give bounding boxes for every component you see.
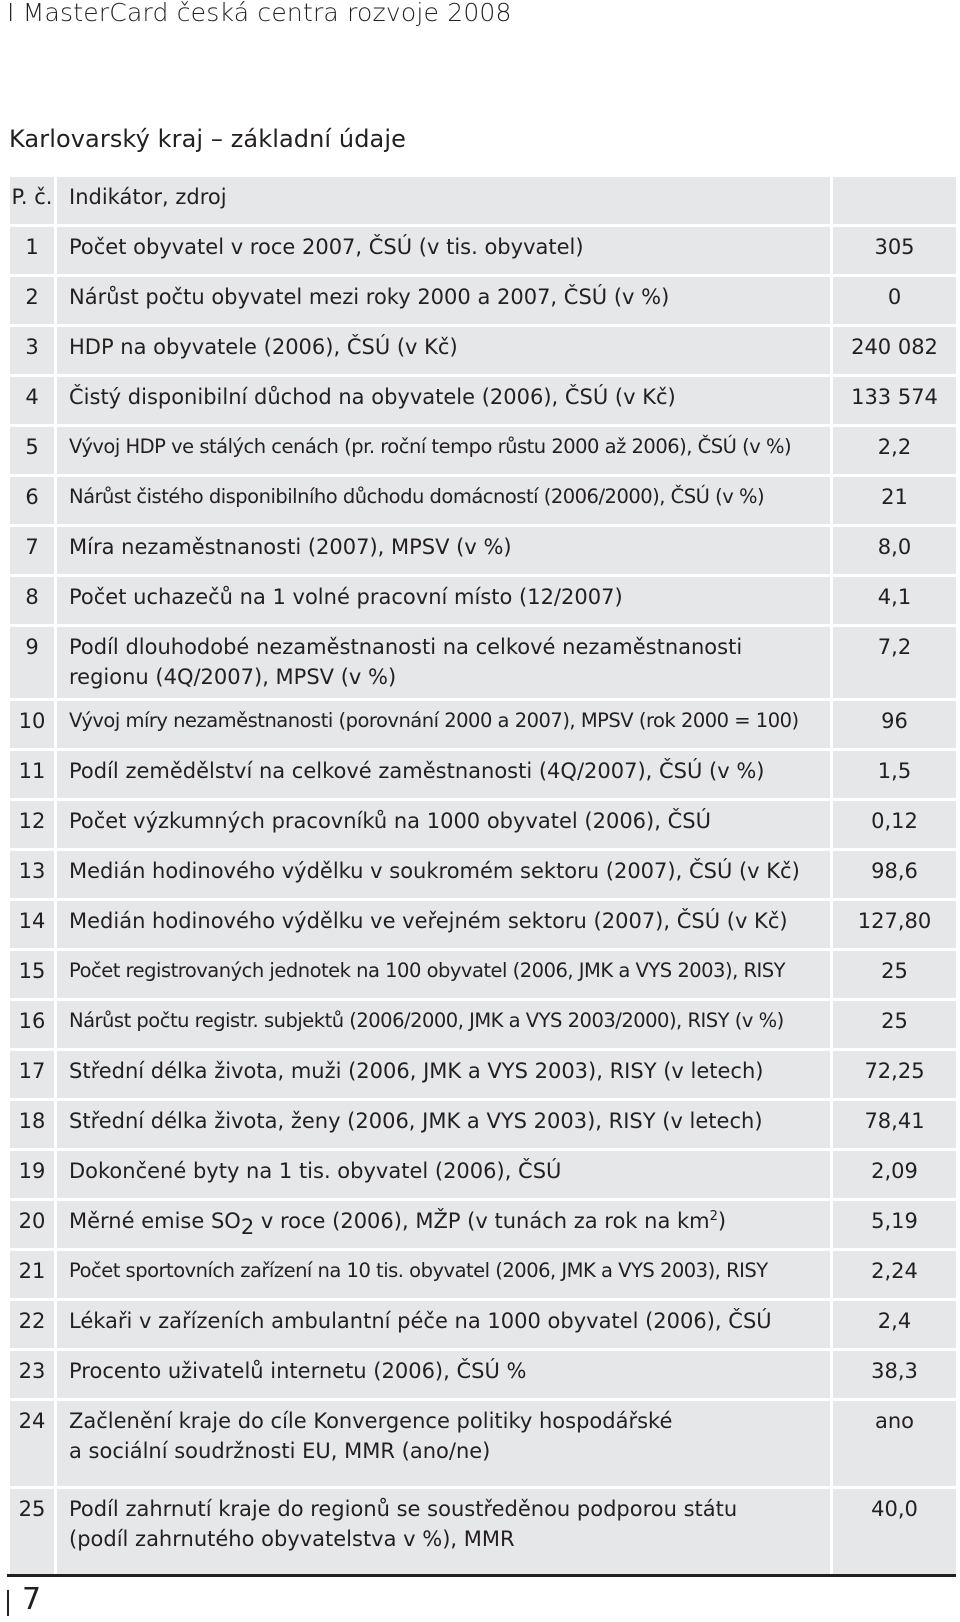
header-number: P. č. xyxy=(9,176,56,226)
row-value: 8,0 xyxy=(832,526,958,576)
row-value: 78,41 xyxy=(832,1100,958,1150)
table-row xyxy=(9,626,958,700)
row-indicator: Počet obyvatel v roce 2007, ČSÚ (v tis. obyvatel) xyxy=(56,226,832,276)
table-row xyxy=(9,426,958,476)
table-row xyxy=(9,526,958,576)
row-indicator: Nárůst čistého disponibilního důchodu domácností (2006/2000), ČSÚ (v %) xyxy=(56,476,832,526)
row-indicator: Medián hodinového výdělku ve veřejném sektoru (2007), ČSÚ (v Kč) xyxy=(56,900,832,950)
table-row xyxy=(9,326,958,376)
row-indicator: Nárůst počtu obyvatel mezi roky 2000 a 2007, ČSÚ (v %) xyxy=(56,276,832,326)
table-row xyxy=(9,950,958,1000)
row-number: 7 xyxy=(9,526,56,576)
table-row xyxy=(9,276,958,326)
row-number: 8 xyxy=(9,576,56,626)
indicator-line: Podíl zahrnutí kraje do regionů se soustředěnou podporou státu xyxy=(69,1497,738,1521)
row-indicator: Dokončené byty na 1 tis. obyvatel (2006), ČSÚ xyxy=(56,1150,832,1200)
row-value: 1,5 xyxy=(832,750,958,800)
row-number: 23 xyxy=(9,1350,56,1400)
row-indicator: Míra nezaměstnanosti (2007), MPSV (v %) xyxy=(56,526,832,576)
table-row xyxy=(9,226,958,276)
indicator-text: ) xyxy=(717,1209,727,1233)
row-number: 17 xyxy=(9,1050,56,1100)
table-row xyxy=(9,1200,958,1250)
header-value xyxy=(832,176,958,226)
footer-rule xyxy=(7,1574,956,1577)
row-value: 2,4 xyxy=(832,1300,958,1350)
row-indicator: Střední délka života, muži (2006, JMK a VYS 2003), RISY (v letech) xyxy=(56,1050,832,1100)
table-row xyxy=(9,800,958,850)
row-number: 4 xyxy=(9,376,56,426)
row-value: 25 xyxy=(832,1000,958,1050)
table-row xyxy=(9,700,958,750)
table-row xyxy=(9,1100,958,1150)
row-value: 72,25 xyxy=(832,1050,958,1100)
table-row xyxy=(9,1350,958,1400)
row-indicator: Vývoj míry nezaměstnanosti (porovnání 2000 a 2007), MPSV (rok 2000 = 100) xyxy=(56,700,832,750)
row-number: 20 xyxy=(9,1200,56,1250)
row-number: 2 xyxy=(9,276,56,326)
row-indicator: Střední délka života, ženy (2006, JMK a VYS 2003), RISY (v letech) xyxy=(56,1100,832,1150)
row-indicator: Procento uživatelů internetu (2006), ČSÚ % xyxy=(56,1350,832,1400)
row-number: 14 xyxy=(9,900,56,950)
row-indicator: Počet uchazečů na 1 volné pracovní místo (12/2007) xyxy=(56,576,832,626)
row-value: 4,1 xyxy=(832,576,958,626)
table-row xyxy=(9,1250,958,1300)
row-value: 305 xyxy=(832,226,958,276)
table-row xyxy=(9,1000,958,1050)
row-value: 0,12 xyxy=(832,800,958,850)
row-number: 18 xyxy=(9,1100,56,1150)
row-value: 133 574 xyxy=(832,376,958,426)
row-value: 240 082 xyxy=(832,326,958,376)
page-number: 7 xyxy=(22,1582,42,1617)
header-indicator: Indikátor, zdroj xyxy=(56,176,832,226)
row-value: ano xyxy=(832,1400,958,1488)
row-value: 96 xyxy=(832,700,958,750)
row-number: 16 xyxy=(9,1000,56,1050)
table-row xyxy=(9,376,958,426)
table-row xyxy=(9,1050,958,1100)
row-number: 6 xyxy=(9,476,56,526)
table-row xyxy=(9,900,958,950)
row-value: 2,24 xyxy=(832,1250,958,1300)
row-number: 12 xyxy=(9,800,56,850)
table-row xyxy=(9,1300,958,1350)
row-indicator: Vývoj HDP ve stálých cenách (pr. roční tempo růstu 2000 až 2006), ČSÚ (v %) xyxy=(56,426,832,476)
row-indicator: Čistý disponibilní důchod na obyvatele (2006), ČSÚ (v Kč) xyxy=(56,376,832,426)
row-indicator: Lékaři v zařízeních ambulantní péče na 1000 obyvatel (2006), ČSÚ xyxy=(56,1300,832,1350)
row-value: 25 xyxy=(832,950,958,1000)
section-title: Karlovarský kraj – základní údaje xyxy=(9,125,407,153)
row-indicator xyxy=(56,1488,832,1576)
row-indicator: Medián hodinového výdělku v soukromém sektoru (2007), ČSÚ (v Kč) xyxy=(56,850,832,900)
row-indicator: Počet sportovních zařízení na 10 tis. obyvatel (2006, JMK a VYS 2003), RISY xyxy=(56,1250,832,1300)
row-number: 22 xyxy=(9,1300,56,1350)
table-row xyxy=(9,850,958,900)
table-header-row xyxy=(9,176,958,226)
row-number: 24 xyxy=(9,1400,56,1488)
row-value: 21 xyxy=(832,476,958,526)
row-indicator: HDP na obyvatele (2006), ČSÚ (v Kč) xyxy=(56,326,832,376)
row-number: 3 xyxy=(9,326,56,376)
row-indicator xyxy=(56,1400,832,1488)
indicator-line: (podíl zahrnutého obyvatelstva v %), MMR xyxy=(69,1527,515,1551)
subscript-text: 2 xyxy=(240,1215,255,1239)
superscript-text: 2 xyxy=(709,1209,718,1224)
row-number: 11 xyxy=(9,750,56,800)
row-value: 2,09 xyxy=(832,1150,958,1200)
row-number: 15 xyxy=(9,950,56,1000)
row-number: 25 xyxy=(9,1488,56,1576)
row-indicator: Počet registrovaných jednotek na 100 obyvatel (2006, JMK a VYS 2003), RISY xyxy=(56,950,832,1000)
row-number: 13 xyxy=(9,850,56,900)
indicator-line: a sociální soudržnosti EU, MMR (ano/ne) xyxy=(69,1439,491,1463)
table-row xyxy=(9,576,958,626)
row-value: 127,80 xyxy=(832,900,958,950)
row-value: 2,2 xyxy=(832,426,958,476)
table-row xyxy=(9,750,958,800)
row-value: 98,6 xyxy=(832,850,958,900)
row-number: 1 xyxy=(9,226,56,276)
indicator-table xyxy=(7,174,959,1577)
row-indicator: Počet výzkumných pracovníků na 1000 obyvatel (2006), ČSÚ xyxy=(56,800,832,850)
row-indicator: Podíl zemědělství na celkové zaměstnanosti (4Q/2007), ČSÚ (v %) xyxy=(56,750,832,800)
row-value: 5,19 xyxy=(832,1200,958,1250)
row-indicator xyxy=(56,1200,832,1250)
row-indicator: Podíl dlouhodobé nezaměstnanosti na celkové nezaměstnanosti regionu (4Q/2007), MPSV (v %) xyxy=(56,626,832,700)
table-row xyxy=(9,476,958,526)
row-value: 0 xyxy=(832,276,958,326)
row-number: 9 xyxy=(9,626,56,700)
table-row xyxy=(9,1400,958,1488)
row-value: 38,3 xyxy=(832,1350,958,1400)
table-row xyxy=(9,1488,958,1576)
row-number: 19 xyxy=(9,1150,56,1200)
row-number: 21 xyxy=(9,1250,56,1300)
table-row xyxy=(9,1150,958,1200)
page-number-bar xyxy=(7,1590,9,1616)
indicator-text: Měrné emise SO xyxy=(69,1209,241,1233)
row-value: 7,2 xyxy=(832,626,958,700)
row-value: 40,0 xyxy=(832,1488,958,1576)
document-header: I MasterCard česká centra rozvoje 2008 xyxy=(7,0,512,27)
row-number: 10 xyxy=(9,700,56,750)
indicator-line: Začlenění kraje do cíle Konvergence politiky hospodářské xyxy=(69,1409,673,1433)
indicator-text: v roce (2006), MŽP (v tunách za rok na km xyxy=(254,1209,710,1233)
row-number: 5 xyxy=(9,426,56,476)
row-indicator: Nárůst počtu registr. subjektů (2006/2000, JMK a VYS 2003/2000), RISY (v %) xyxy=(56,1000,832,1050)
